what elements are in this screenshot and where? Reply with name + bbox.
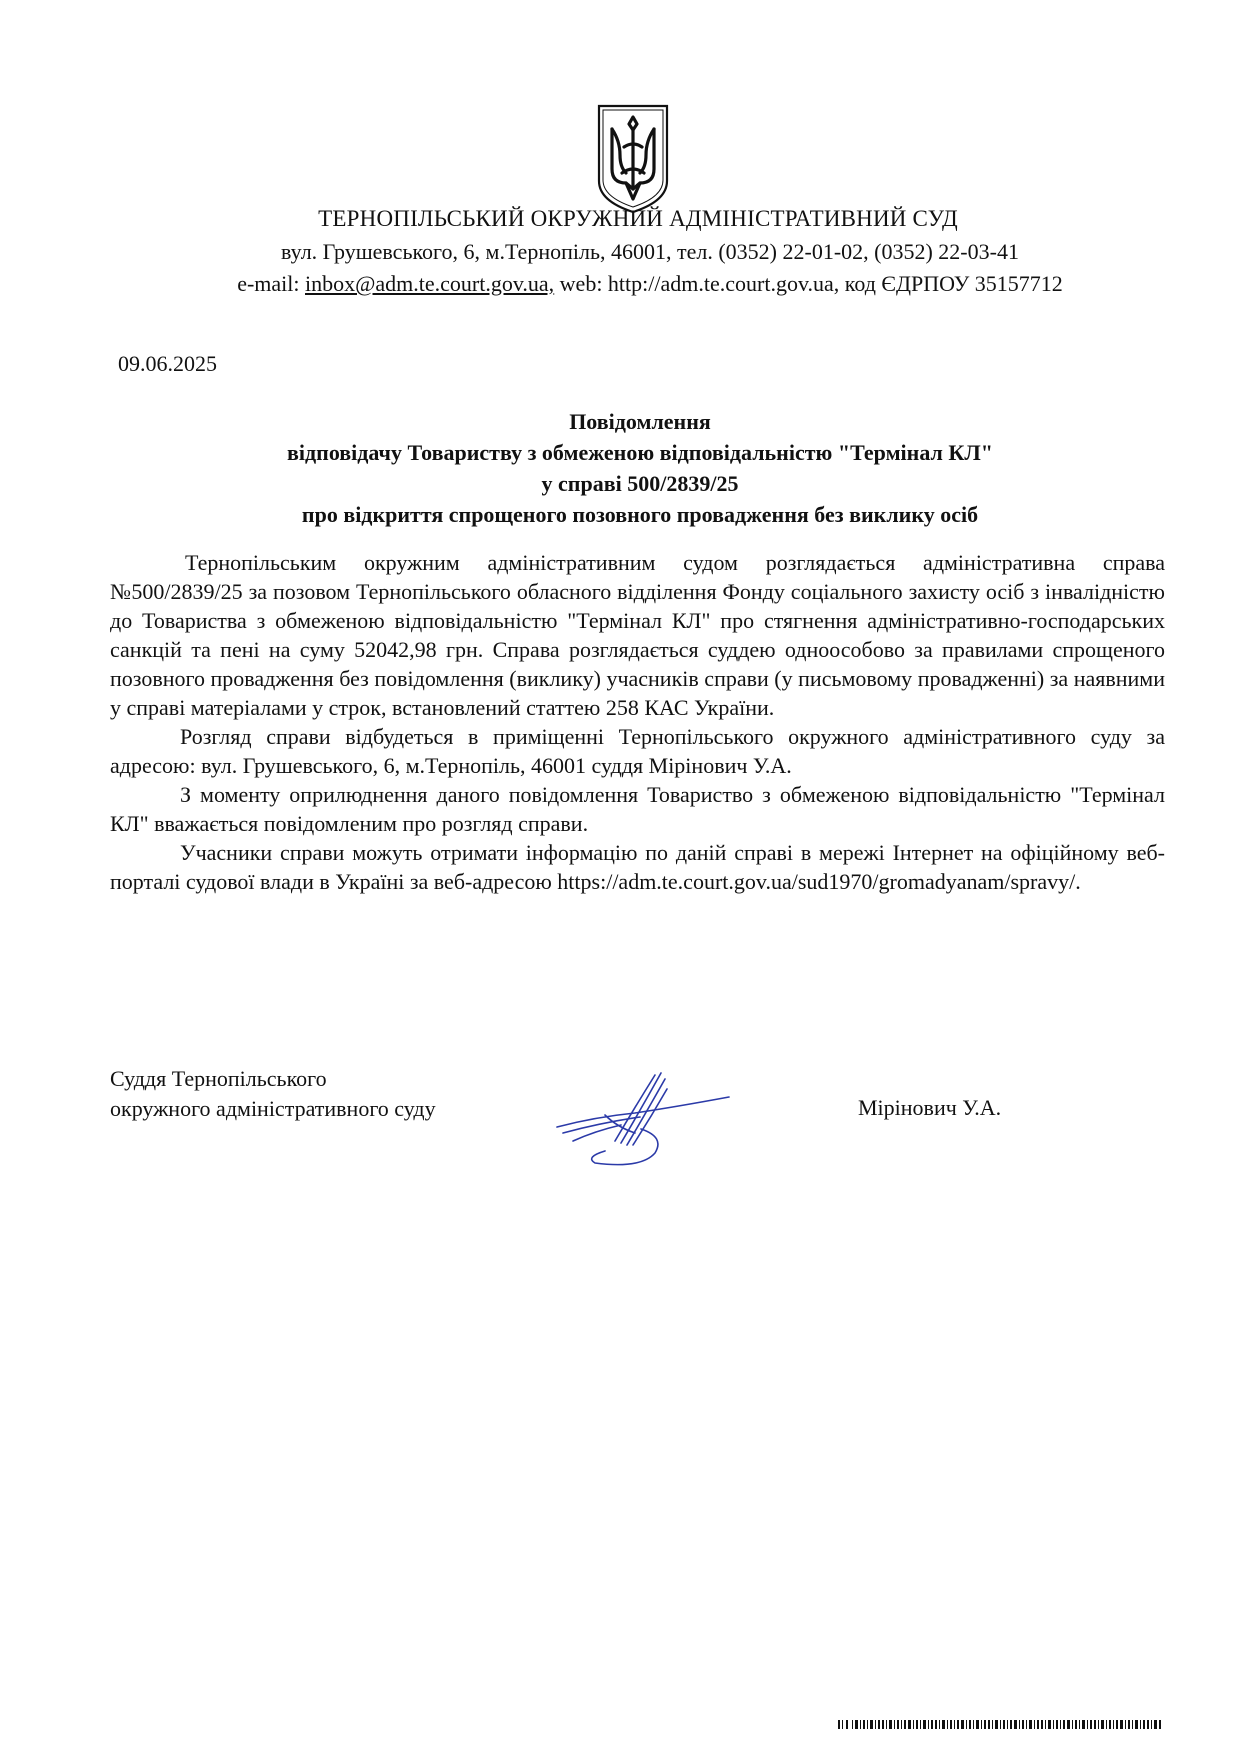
body-paragraph-2: Розгляд справи відбудеться в приміщенні Тернопільського окружного адміністративного суду за адресою: вул. Грушевського, 6, м.Тернопіль, 46001 суддя Мірінович У.А. [110,724,1165,778]
email-link[interactable]: inbox@adm.te.court.gov.ua, [305,271,555,296]
notice-title [120,406,1160,530]
barcode-icon [838,1720,1163,1729]
title-line-3: у справі 500/2839/25 [541,471,739,496]
title-line-1: Повідомлення [569,409,711,434]
handwritten-signature-icon [555,1067,730,1173]
body-paragraph-3: З моменту оприлюднення даного повідомлення Товариство з обмеженою відповідальністю "Термінал КЛ" вважається повідомленим про розгляд справи. [110,782,1165,836]
body-paragraph-1: Тернопільським окружним адміністративним судом розглядається адміністративна справа №500/2839/25 за позовом Тернопільського обласного відділення Фонду соціального захисту осіб з інвалідністю до Товариства з обмеженою відповідальністю "Термінал КЛ" про стягнення адміністративно-господарських санкцій та пені на суму 52042,98 грн. Справа розглядається суддею одноособово за правилами спрощеного позовного провадження без повідомлення (виклику) учасників справи (у письмовому провадженні) за наявними у справі матеріалами у строк, встановлений статтею 258 КАС України. [110,550,1165,720]
document-date: 09.06.2025 [118,351,217,376]
notice-body [110,548,1165,896]
trident-coat-of-arms-icon [596,103,670,215]
organization-address: вул. Грушевського, 6, м.Тернопіль, 46001, тел. (0352) 22-01-02, (0352) 22-03-41 [281,239,1019,264]
organization-contacts [0,271,1240,297]
web-and-code: web: http://adm.te.court.gov.ua, код ЄДРПОУ 35157712 [554,271,1063,296]
title-line-2: відповідачу Товариству з обмеженою відповідальністю "Термінал КЛ" [287,440,993,465]
body-paragraph-4: Учасники справи можуть отримати інформацію по даній справі в мережі Інтернет на офіційному веб-порталі судової влади в Україні за веб-адресою https://adm.te.court.gov.ua/sud1970/gromadyanam/spravy/. [110,840,1165,894]
position-line-1: Суддя Тернопільського [110,1066,327,1091]
signatory-position [110,1064,436,1124]
position-line-2: окружного адміністративного суду [110,1096,436,1121]
signatory-name: Мірінович У.А. [858,1095,1002,1120]
title-line-4: про відкриття спрощеного позовного провадження без виклику осіб [301,502,979,527]
organization-name: ТЕРНОПІЛЬСЬКИЙ ОКРУЖНИЙ АДМІНІСТРАТИВНИЙ СУД [318,206,958,231]
email-prefix: e-mail: [237,271,305,296]
